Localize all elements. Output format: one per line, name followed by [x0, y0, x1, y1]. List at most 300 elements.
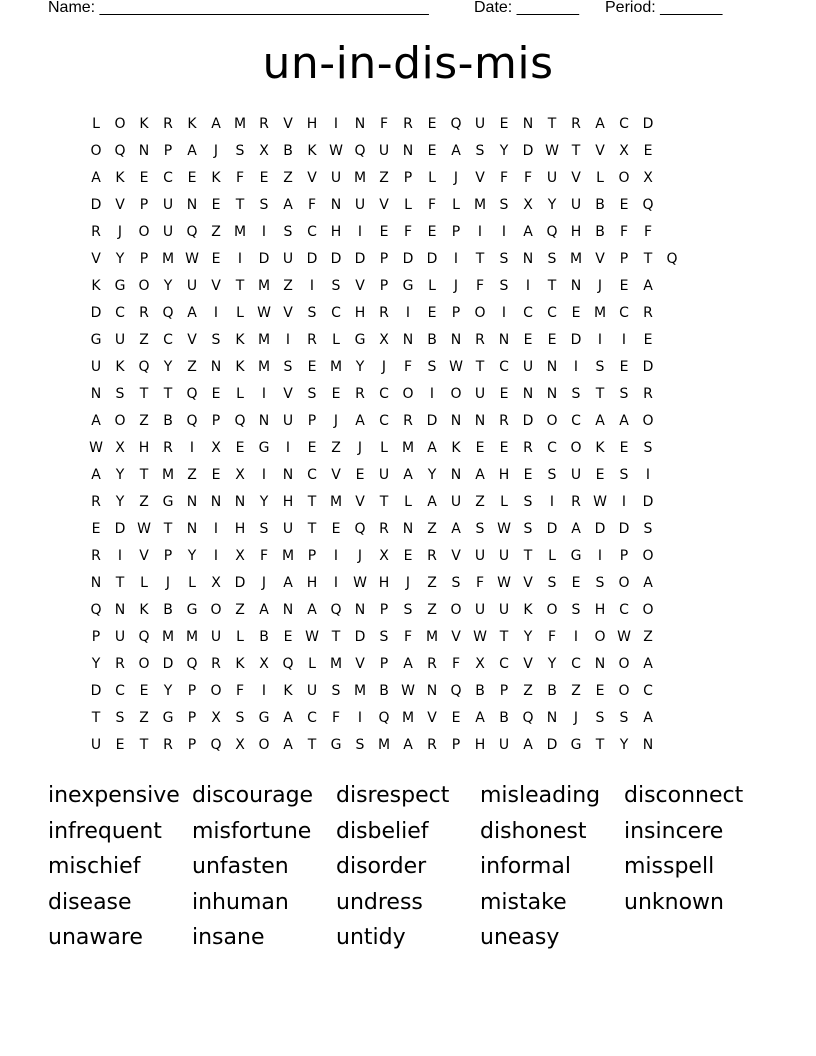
grid-letter[interactable]: J: [333, 413, 339, 429]
grid-letter[interactable]: S: [307, 386, 317, 402]
grid-letter[interactable]: A: [187, 305, 197, 321]
grid-letter[interactable]: S: [307, 305, 317, 321]
grid-letter[interactable]: W: [401, 683, 415, 699]
grid-letter[interactable]: U: [546, 170, 558, 186]
grid-letter[interactable]: A: [451, 521, 461, 537]
grid-letter[interactable]: M: [257, 332, 271, 348]
grid-letter[interactable]: U: [474, 548, 486, 564]
grid-letter[interactable]: Q: [354, 143, 366, 159]
grid-letter[interactable]: Z: [187, 359, 197, 375]
grid-letter[interactable]: A: [355, 413, 365, 429]
grid-letter[interactable]: Z: [187, 467, 197, 483]
grid-letter[interactable]: W: [593, 494, 607, 510]
grid-letter[interactable]: G: [354, 332, 366, 348]
grid-letter[interactable]: T: [475, 251, 485, 267]
grid-letter[interactable]: O: [642, 602, 654, 618]
grid-letter[interactable]: U: [282, 251, 294, 267]
grid-letter[interactable]: C: [379, 413, 389, 429]
grid-letter[interactable]: M: [233, 116, 247, 132]
grid-letter[interactable]: P: [619, 548, 629, 564]
grid-letter[interactable]: Y: [547, 656, 557, 672]
grid-letter[interactable]: V: [571, 170, 581, 186]
grid-letter[interactable]: U: [114, 629, 126, 645]
grid-letter[interactable]: I: [597, 548, 603, 564]
grid-letter[interactable]: Z: [571, 683, 581, 699]
grid-letter[interactable]: R: [499, 413, 509, 429]
grid-letter[interactable]: S: [595, 575, 605, 591]
grid-letter[interactable]: J: [117, 224, 123, 240]
grid-letter[interactable]: A: [643, 656, 653, 672]
grid-letter[interactable]: I: [261, 683, 267, 699]
grid-letter[interactable]: Y: [163, 683, 173, 699]
grid-letter[interactable]: M: [257, 278, 271, 294]
grid-letter[interactable]: N: [546, 710, 558, 726]
grid-letter[interactable]: N: [354, 116, 366, 132]
grid-letter[interactable]: E: [139, 170, 149, 186]
grid-letter[interactable]: W: [497, 575, 511, 591]
grid-letter[interactable]: T: [139, 386, 149, 402]
grid-letter[interactable]: Q: [138, 359, 150, 375]
grid-letter[interactable]: S: [235, 143, 245, 159]
grid-letter[interactable]: V: [139, 548, 149, 564]
grid-letter[interactable]: G: [186, 602, 198, 618]
grid-letter[interactable]: W: [449, 359, 463, 375]
grid-letter[interactable]: I: [333, 548, 339, 564]
grid-letter[interactable]: T: [547, 278, 557, 294]
grid-letter[interactable]: C: [307, 467, 317, 483]
grid-letter[interactable]: N: [546, 359, 558, 375]
grid-letter[interactable]: S: [451, 575, 461, 591]
grid-letter[interactable]: B: [163, 413, 173, 429]
grid-letter[interactable]: I: [429, 386, 435, 402]
grid-letter[interactable]: V: [283, 116, 293, 132]
grid-letter[interactable]: Y: [115, 467, 125, 483]
grid-letter[interactable]: M: [329, 494, 343, 510]
grid-letter[interactable]: X: [475, 656, 485, 672]
grid-letter[interactable]: U: [498, 548, 510, 564]
grid-letter[interactable]: P: [379, 251, 389, 267]
grid-letter[interactable]: C: [307, 224, 317, 240]
grid-letter[interactable]: O: [546, 602, 558, 618]
grid-letter[interactable]: U: [306, 683, 318, 699]
grid-letter[interactable]: I: [357, 710, 363, 726]
grid-letter[interactable]: A: [91, 467, 101, 483]
grid-letter[interactable]: P: [451, 737, 461, 753]
grid-letter[interactable]: R: [571, 116, 581, 132]
grid-letter[interactable]: L: [404, 494, 412, 510]
grid-letter[interactable]: O: [258, 737, 270, 753]
grid-letter[interactable]: D: [402, 251, 414, 267]
grid-letter[interactable]: B: [283, 143, 293, 159]
grid-letter[interactable]: N: [282, 602, 294, 618]
grid-letter[interactable]: Z: [211, 224, 221, 240]
grid-letter[interactable]: K: [115, 170, 125, 186]
grid-letter[interactable]: N: [186, 197, 198, 213]
grid-letter[interactable]: L: [596, 170, 604, 186]
grid-letter[interactable]: N: [450, 413, 462, 429]
grid-letter[interactable]: F: [235, 170, 245, 186]
grid-letter[interactable]: G: [402, 278, 414, 294]
grid-letter[interactable]: K: [523, 602, 533, 618]
grid-letter[interactable]: G: [90, 332, 102, 348]
grid-letter[interactable]: S: [523, 521, 533, 537]
grid-letter[interactable]: E: [475, 440, 485, 456]
grid-letter[interactable]: I: [501, 305, 507, 321]
grid-letter[interactable]: F: [235, 683, 245, 699]
grid-letter[interactable]: T: [307, 737, 317, 753]
grid-letter[interactable]: A: [427, 494, 437, 510]
grid-letter[interactable]: R: [115, 656, 125, 672]
grid-letter[interactable]: T: [331, 629, 341, 645]
grid-letter[interactable]: T: [163, 521, 173, 537]
grid-letter[interactable]: U: [378, 467, 390, 483]
grid-letter[interactable]: D: [306, 251, 318, 267]
grid-letter[interactable]: R: [643, 305, 653, 321]
grid-letter[interactable]: Z: [643, 629, 653, 645]
grid-letter[interactable]: S: [235, 710, 245, 726]
grid-letter[interactable]: S: [547, 467, 557, 483]
grid-letter[interactable]: Z: [139, 413, 149, 429]
grid-letter[interactable]: N: [402, 521, 414, 537]
grid-letter[interactable]: Z: [523, 683, 533, 699]
grid-letter[interactable]: Z: [139, 332, 149, 348]
grid-letter[interactable]: Q: [378, 710, 390, 726]
grid-letter[interactable]: V: [355, 656, 365, 672]
grid-letter[interactable]: L: [428, 278, 436, 294]
grid-letter[interactable]: A: [307, 602, 317, 618]
grid-letter[interactable]: P: [307, 548, 317, 564]
grid-letter[interactable]: J: [597, 278, 603, 294]
grid-letter[interactable]: E: [259, 170, 269, 186]
grid-letter[interactable]: P: [379, 602, 389, 618]
grid-letter[interactable]: N: [210, 494, 222, 510]
grid-letter[interactable]: M: [401, 710, 415, 726]
grid-letter[interactable]: W: [89, 440, 103, 456]
grid-letter[interactable]: Y: [355, 359, 365, 375]
grid-letter[interactable]: F: [427, 197, 437, 213]
grid-letter[interactable]: Y: [427, 467, 437, 483]
grid-letter[interactable]: B: [499, 710, 509, 726]
grid-letter[interactable]: D: [426, 251, 438, 267]
grid-letter[interactable]: R: [91, 224, 101, 240]
grid-letter[interactable]: N: [330, 197, 342, 213]
grid-letter[interactable]: U: [522, 359, 534, 375]
grid-letter[interactable]: I: [405, 305, 411, 321]
grid-letter[interactable]: M: [185, 629, 199, 645]
grid-letter[interactable]: I: [237, 251, 243, 267]
grid-letter[interactable]: E: [523, 467, 533, 483]
grid-letter[interactable]: A: [91, 413, 101, 429]
grid-letter[interactable]: L: [188, 575, 196, 591]
grid-letter[interactable]: V: [523, 575, 533, 591]
grid-letter[interactable]: I: [645, 467, 651, 483]
grid-letter[interactable]: P: [139, 197, 149, 213]
grid-letter[interactable]: M: [353, 170, 367, 186]
grid-letter[interactable]: Z: [235, 602, 245, 618]
grid-letter[interactable]: Z: [139, 710, 149, 726]
grid-letter[interactable]: S: [499, 251, 509, 267]
grid-letter[interactable]: J: [357, 548, 363, 564]
grid-letter[interactable]: H: [378, 575, 390, 591]
grid-letter[interactable]: V: [427, 710, 437, 726]
grid-letter[interactable]: D: [546, 737, 558, 753]
grid-letter[interactable]: K: [187, 116, 197, 132]
grid-letter[interactable]: G: [570, 737, 582, 753]
grid-letter[interactable]: T: [571, 143, 581, 159]
grid-letter[interactable]: M: [257, 359, 271, 375]
grid-letter[interactable]: I: [549, 494, 555, 510]
grid-letter[interactable]: A: [427, 440, 437, 456]
grid-letter[interactable]: R: [379, 521, 389, 537]
grid-letter[interactable]: Y: [163, 359, 173, 375]
grid-letter[interactable]: Q: [450, 683, 462, 699]
grid-letter[interactable]: G: [570, 548, 582, 564]
grid-letter[interactable]: F: [547, 629, 557, 645]
grid-letter[interactable]: D: [90, 305, 102, 321]
grid-letter[interactable]: K: [235, 332, 245, 348]
grid-letter[interactable]: D: [522, 413, 534, 429]
grid-letter[interactable]: I: [501, 224, 507, 240]
grid-letter[interactable]: Y: [187, 548, 197, 564]
grid-letter[interactable]: K: [451, 440, 461, 456]
grid-letter[interactable]: J: [573, 710, 579, 726]
grid-letter[interactable]: N: [474, 413, 486, 429]
grid-letter[interactable]: R: [163, 116, 173, 132]
grid-letter[interactable]: K: [115, 359, 125, 375]
grid-letter[interactable]: G: [330, 737, 342, 753]
grid-letter[interactable]: M: [161, 467, 175, 483]
grid-letter[interactable]: E: [643, 143, 653, 159]
grid-letter[interactable]: J: [261, 575, 267, 591]
grid-letter[interactable]: I: [213, 521, 219, 537]
grid-letter[interactable]: Z: [427, 521, 437, 537]
grid-letter[interactable]: J: [165, 575, 171, 591]
grid-letter[interactable]: P: [211, 413, 221, 429]
grid-letter[interactable]: D: [570, 332, 582, 348]
grid-letter[interactable]: A: [283, 737, 293, 753]
grid-letter[interactable]: A: [595, 413, 605, 429]
grid-letter[interactable]: M: [473, 197, 487, 213]
grid-letter[interactable]: P: [163, 548, 173, 564]
grid-letter[interactable]: C: [163, 332, 173, 348]
grid-letter[interactable]: K: [595, 440, 605, 456]
grid-letter[interactable]: A: [283, 197, 293, 213]
grid-letter[interactable]: S: [643, 440, 653, 456]
grid-letter[interactable]: J: [357, 440, 363, 456]
grid-letter[interactable]: V: [451, 629, 461, 645]
grid-letter[interactable]: S: [403, 602, 413, 618]
grid-letter[interactable]: E: [211, 197, 221, 213]
grid-letter[interactable]: N: [402, 332, 414, 348]
grid-letter[interactable]: F: [259, 548, 269, 564]
grid-letter[interactable]: S: [595, 359, 605, 375]
grid-letter[interactable]: S: [259, 521, 269, 537]
grid-letter[interactable]: U: [186, 278, 198, 294]
grid-letter[interactable]: S: [283, 224, 293, 240]
grid-letter[interactable]: W: [329, 143, 343, 159]
grid-letter[interactable]: Y: [163, 278, 173, 294]
grid-letter[interactable]: N: [354, 602, 366, 618]
grid-letter[interactable]: Q: [642, 197, 654, 213]
grid-letter[interactable]: E: [547, 332, 557, 348]
grid-letter[interactable]: T: [307, 494, 317, 510]
grid-letter[interactable]: Y: [115, 251, 125, 267]
grid-letter[interactable]: U: [114, 332, 126, 348]
grid-letter[interactable]: Q: [162, 305, 174, 321]
grid-letter[interactable]: P: [91, 629, 101, 645]
grid-letter[interactable]: N: [402, 143, 414, 159]
grid-letter[interactable]: J: [213, 143, 219, 159]
grid-letter[interactable]: K: [139, 116, 149, 132]
grid-letter[interactable]: D: [546, 521, 558, 537]
grid-letter[interactable]: C: [643, 683, 653, 699]
grid-letter[interactable]: C: [571, 656, 581, 672]
grid-letter[interactable]: P: [139, 251, 149, 267]
grid-letter[interactable]: M: [161, 629, 175, 645]
grid-letter[interactable]: H: [570, 224, 582, 240]
grid-letter[interactable]: Q: [234, 413, 246, 429]
grid-letter[interactable]: U: [378, 143, 390, 159]
grid-letter[interactable]: U: [474, 602, 486, 618]
grid-letter[interactable]: R: [259, 116, 269, 132]
grid-letter[interactable]: R: [91, 548, 101, 564]
grid-letter[interactable]: R: [475, 332, 485, 348]
grid-letter[interactable]: R: [427, 737, 437, 753]
grid-letter[interactable]: W: [545, 143, 559, 159]
grid-letter[interactable]: A: [643, 575, 653, 591]
grid-letter[interactable]: L: [236, 305, 244, 321]
grid-letter[interactable]: W: [353, 575, 367, 591]
grid-letter[interactable]: U: [210, 629, 222, 645]
grid-letter[interactable]: C: [379, 386, 389, 402]
grid-letter[interactable]: B: [595, 224, 605, 240]
grid-letter[interactable]: T: [307, 521, 317, 537]
grid-letter[interactable]: E: [499, 386, 509, 402]
grid-letter[interactable]: P: [451, 224, 461, 240]
grid-letter[interactable]: E: [595, 683, 605, 699]
grid-letter[interactable]: N: [570, 278, 582, 294]
grid-letter[interactable]: C: [115, 683, 125, 699]
grid-letter[interactable]: F: [307, 197, 317, 213]
grid-letter[interactable]: Y: [547, 197, 557, 213]
grid-letter[interactable]: O: [594, 629, 606, 645]
grid-letter[interactable]: O: [474, 305, 486, 321]
grid-letter[interactable]: N: [522, 386, 534, 402]
grid-letter[interactable]: I: [261, 467, 267, 483]
grid-letter[interactable]: E: [187, 170, 197, 186]
grid-letter[interactable]: P: [499, 683, 509, 699]
grid-letter[interactable]: D: [522, 143, 534, 159]
grid-letter[interactable]: X: [211, 710, 221, 726]
grid-letter[interactable]: E: [115, 737, 125, 753]
grid-letter[interactable]: N: [282, 467, 294, 483]
grid-letter[interactable]: N: [642, 737, 654, 753]
grid-letter[interactable]: F: [523, 170, 533, 186]
grid-letter[interactable]: N: [90, 575, 102, 591]
grid-letter[interactable]: H: [234, 521, 246, 537]
grid-letter[interactable]: F: [451, 656, 461, 672]
grid-letter[interactable]: M: [401, 440, 415, 456]
grid-letter[interactable]: A: [523, 224, 533, 240]
grid-letter[interactable]: A: [403, 467, 413, 483]
grid-letter[interactable]: F: [403, 359, 413, 375]
grid-letter[interactable]: T: [115, 575, 125, 591]
grid-letter[interactable]: A: [403, 656, 413, 672]
grid-letter[interactable]: T: [379, 494, 389, 510]
grid-letter[interactable]: U: [570, 467, 582, 483]
grid-letter[interactable]: F: [499, 170, 509, 186]
grid-letter[interactable]: D: [234, 575, 246, 591]
grid-letter[interactable]: P: [403, 170, 413, 186]
grid-letter[interactable]: S: [619, 386, 629, 402]
grid-letter[interactable]: V: [355, 494, 365, 510]
grid-letter[interactable]: I: [597, 332, 603, 348]
grid-letter[interactable]: R: [427, 548, 437, 564]
grid-letter[interactable]: O: [618, 170, 630, 186]
grid-letter[interactable]: T: [163, 386, 173, 402]
grid-letter[interactable]: E: [619, 359, 629, 375]
grid-letter[interactable]: A: [283, 710, 293, 726]
grid-letter[interactable]: T: [499, 629, 509, 645]
grid-letter[interactable]: T: [91, 710, 101, 726]
grid-letter[interactable]: R: [139, 305, 149, 321]
grid-letter[interactable]: I: [453, 251, 459, 267]
grid-letter[interactable]: Q: [186, 224, 198, 240]
grid-letter[interactable]: Z: [283, 170, 293, 186]
grid-letter[interactable]: S: [499, 278, 509, 294]
grid-letter[interactable]: E: [571, 305, 581, 321]
grid-letter[interactable]: F: [475, 575, 485, 591]
grid-letter[interactable]: N: [186, 494, 198, 510]
grid-letter[interactable]: D: [426, 413, 438, 429]
grid-letter[interactable]: L: [380, 440, 388, 456]
grid-letter[interactable]: N: [258, 413, 270, 429]
grid-letter[interactable]: D: [162, 656, 174, 672]
grid-letter[interactable]: R: [163, 440, 173, 456]
grid-letter[interactable]: Q: [138, 629, 150, 645]
grid-letter[interactable]: V: [91, 251, 101, 267]
grid-letter[interactable]: Q: [210, 737, 222, 753]
grid-letter[interactable]: U: [570, 197, 582, 213]
grid-letter[interactable]: K: [283, 683, 293, 699]
grid-letter[interactable]: O: [642, 548, 654, 564]
grid-letter[interactable]: H: [498, 467, 510, 483]
grid-letter[interactable]: E: [499, 440, 509, 456]
grid-letter[interactable]: B: [547, 683, 557, 699]
grid-letter[interactable]: D: [90, 683, 102, 699]
grid-letter[interactable]: X: [211, 440, 221, 456]
grid-letter[interactable]: J: [381, 359, 387, 375]
grid-letter[interactable]: E: [307, 359, 317, 375]
grid-letter[interactable]: S: [595, 710, 605, 726]
grid-letter[interactable]: A: [451, 143, 461, 159]
grid-letter[interactable]: D: [642, 116, 654, 132]
grid-letter[interactable]: Q: [666, 251, 678, 267]
grid-letter[interactable]: L: [308, 656, 316, 672]
grid-letter[interactable]: Q: [450, 116, 462, 132]
grid-letter[interactable]: G: [162, 494, 174, 510]
grid-letter[interactable]: A: [643, 278, 653, 294]
grid-letter[interactable]: N: [234, 494, 246, 510]
grid-letter[interactable]: L: [236, 386, 244, 402]
grid-letter[interactable]: K: [235, 656, 245, 672]
grid-letter[interactable]: S: [475, 143, 485, 159]
grid-letter[interactable]: E: [571, 575, 581, 591]
grid-letter[interactable]: V: [283, 305, 293, 321]
grid-letter[interactable]: T: [595, 386, 605, 402]
grid-letter[interactable]: O: [210, 683, 222, 699]
grid-letter[interactable]: A: [403, 737, 413, 753]
